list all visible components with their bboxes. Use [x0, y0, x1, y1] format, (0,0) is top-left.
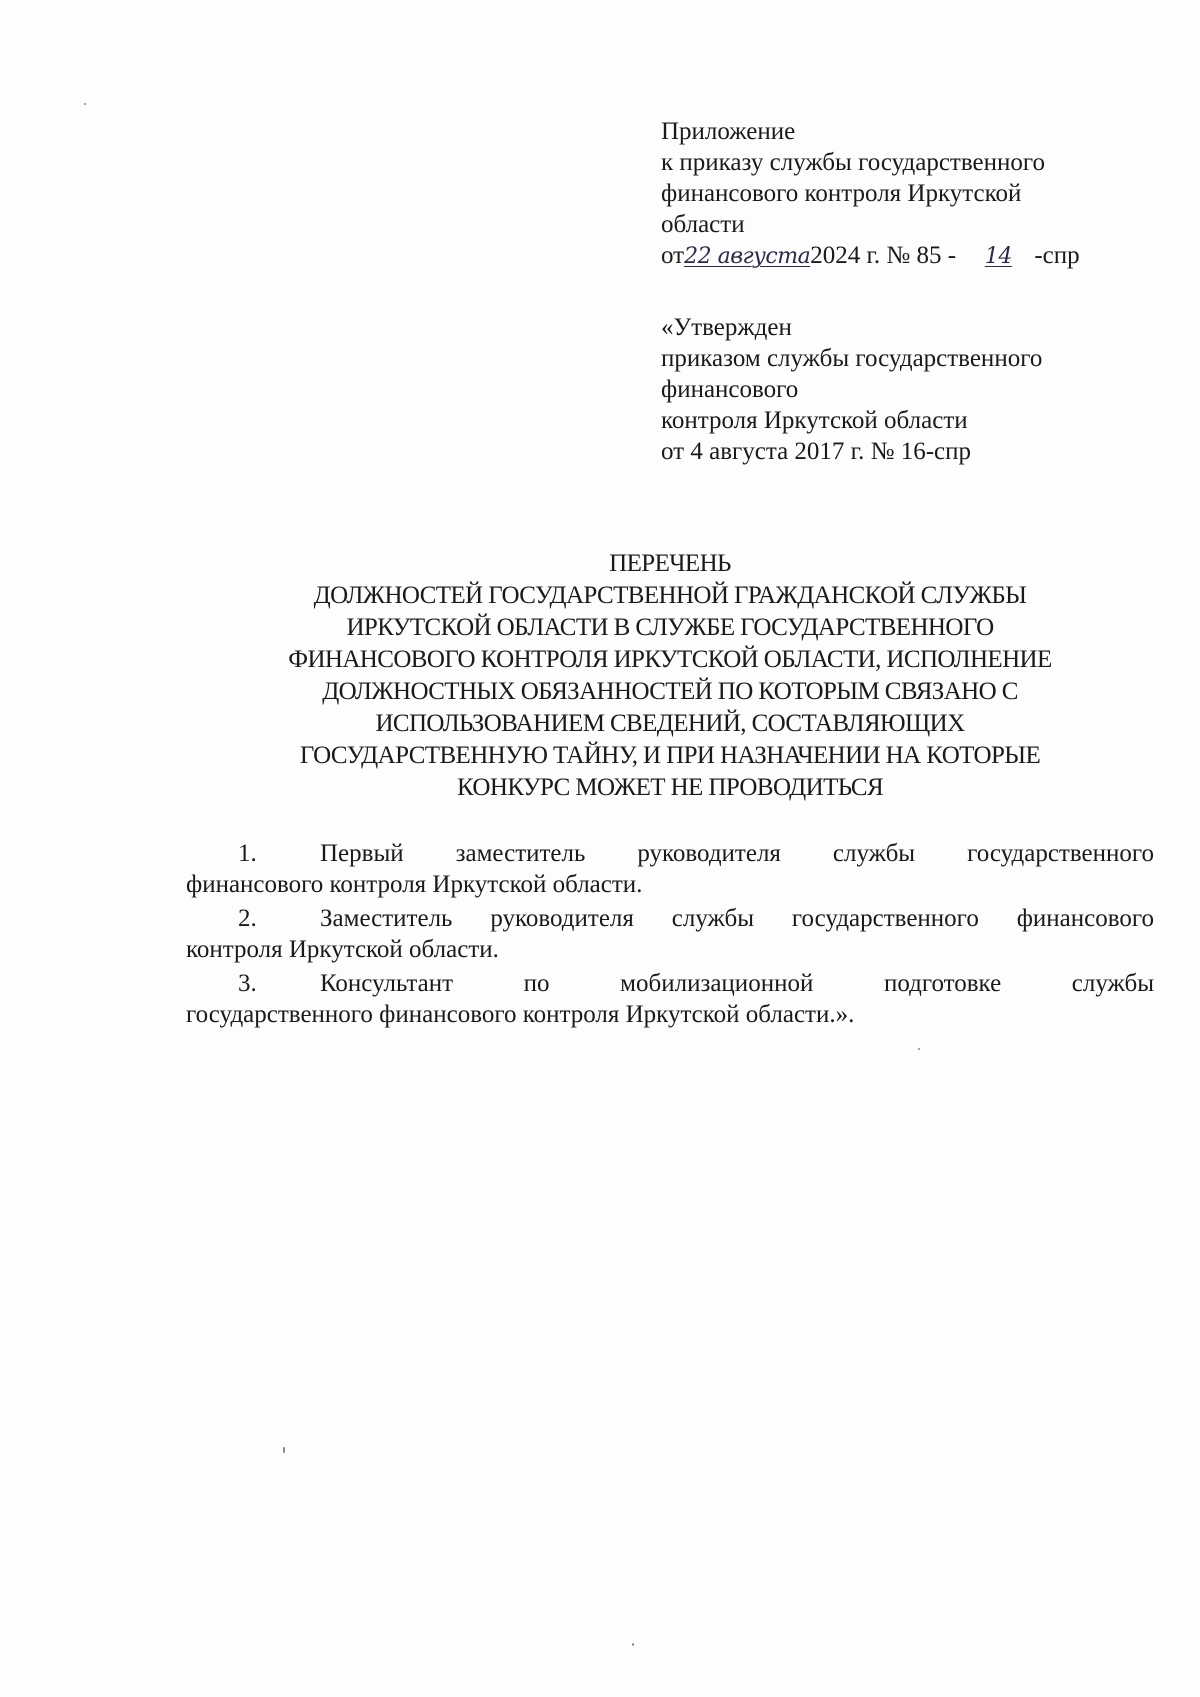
- scan-speck: [84, 103, 86, 105]
- approved-line-2: приказом службы государственного: [661, 345, 1043, 372]
- approved-line-3: финансового: [661, 376, 799, 403]
- appendix-line-4: области: [661, 211, 745, 238]
- title-line: ИСПОЛЬЗОВАНИЕМ СВЕДЕНИЙ, СОСТАВЛЯЮЩИХ: [375, 710, 965, 737]
- list-item-continuation: финансового контроля Иркутской области.: [186, 871, 643, 898]
- date-middle: 2024 г. № 85 -: [810, 242, 957, 269]
- title-line: ИРКУТСКОЙ ОБЛАСТИ В СЛУЖБЕ ГОСУДАРСТВЕННОГО: [346, 614, 994, 641]
- title-line: ДОЛЖНОСТНЫХ ОБЯЗАННОСТЕЙ ПО КОТОРЫМ СВЯЗАНО С: [322, 678, 1018, 705]
- list-item-first-line: [186, 838, 1154, 869]
- title-line: ГОСУДАРСТВЕННУЮ ТАЙНУ, И ПРИ НАЗНАЧЕНИИ НА КОТОРЫЕ: [299, 742, 1041, 769]
- appendix-date-line: [661, 240, 1121, 272]
- date-prefix: от: [661, 242, 685, 269]
- scan-speck: [632, 1643, 634, 1646]
- appendix-line-3: финансового контроля Иркутской: [661, 180, 1022, 207]
- title-line: КОНКУРС МОЖЕТ НЕ ПРОВОДИТЬСЯ: [456, 774, 884, 801]
- title-line: ПЕРЕЧЕНЬ: [609, 550, 731, 577]
- title-line: ФИНАНСОВОГО КОНТРОЛЯ ИРКУТСКОЙ ОБЛАСТИ, ИСПОЛНЕНИЕ: [288, 646, 1052, 673]
- list-item-text: Заместитель руководителя службы государственного финансового: [320, 905, 1154, 932]
- appendix-header: [661, 116, 1121, 272]
- scan-speck: [283, 1447, 285, 1453]
- list-item-number: 1.: [238, 840, 257, 867]
- document-title: [180, 548, 1160, 804]
- positions-list: [186, 838, 1154, 1033]
- approved-header: [661, 312, 1121, 467]
- list-item-text: Консультант по мобилизационной подготовке службы: [320, 970, 1154, 997]
- list-item-number: 3.: [238, 970, 257, 997]
- list-item: [186, 903, 1154, 965]
- list-item-continuation: контроля Иркутской области.: [186, 936, 499, 963]
- list-item-text: Первый заместитель руководителя службы государственного: [320, 840, 1154, 867]
- handwritten-date: 22 августа: [684, 244, 811, 269]
- date-suffix: -спр: [1034, 242, 1080, 269]
- list-item-continuation: государственного финансового контроля Иркутской области.».: [186, 1001, 855, 1028]
- approved-line-1: «Утвержден: [661, 314, 792, 341]
- handwritten-order-number: 14: [984, 244, 1012, 269]
- appendix-line-1: Приложение: [661, 118, 796, 145]
- list-item-first-line: [186, 968, 1154, 999]
- approved-line-5: от 4 августа 2017 г. № 16-спр: [661, 438, 972, 465]
- list-item-number: 2.: [238, 905, 257, 932]
- list-item: [186, 838, 1154, 900]
- list-item: [186, 968, 1154, 1030]
- scan-speck: [918, 1048, 920, 1050]
- approved-line-4: контроля Иркутской области: [661, 407, 968, 434]
- appendix-line-2: к приказу службы государственного: [661, 149, 1045, 176]
- title-line: ДОЛЖНОСТЕЙ ГОСУДАРСТВЕННОЙ ГРАЖДАНСКОЙ СЛУЖБЫ: [313, 582, 1027, 609]
- list-item-first-line: [186, 903, 1154, 934]
